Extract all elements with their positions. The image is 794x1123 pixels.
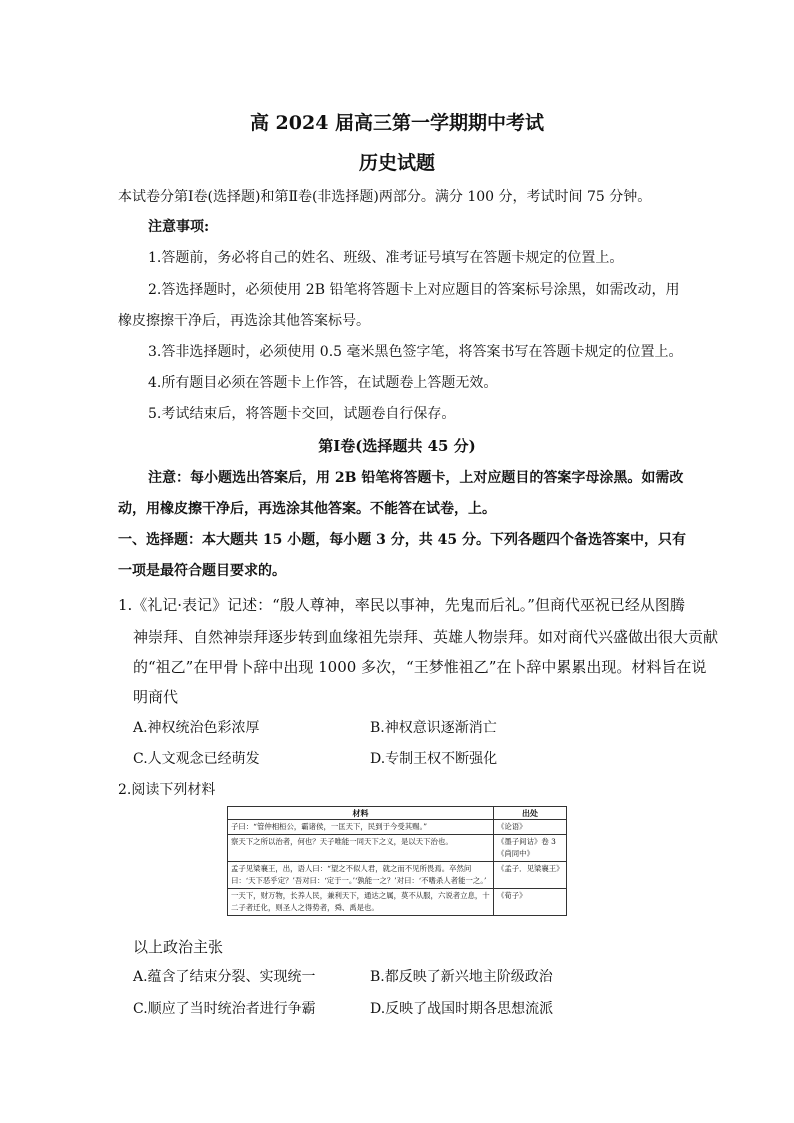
source-cell: 《荀子》	[494, 889, 567, 916]
q2-option-c[interactable]: C.顺应了当时统治者进行争霸	[133, 1001, 316, 1017]
section-heading-line-2: 一项是最符合题目要求的。	[118, 563, 286, 579]
q2-stem: 2.阅读下列材料	[118, 782, 216, 798]
q1-stem-line-2: 神崇拜、自然神崇拜逐步转到血缘祖先崇拜、英雄人物崇拜。如对商代兴盛做出很大贡献	[133, 628, 719, 646]
q1-stem-line-1: 1.《礼记·表记》记述：“殷人尊神，率民以事神，先鬼而后礼。”但商代巫祝已经从图腾	[118, 596, 685, 614]
part1-note-line-2: 动，用橡皮擦干净后，再选涂其他答案。不能答在试卷，上。	[118, 501, 496, 517]
material-cell: 孟子见梁襄王，出，语人曰：“望之不似人君，就之而不见所畏焉。卒然问曰：‘天下恶乎定？’吾对曰：‘定于一。’‘孰能一之？’对曰：‘不嗜杀人者能一之。’	[228, 862, 494, 889]
q1-option-b[interactable]: B.神权意识逐渐消亡	[370, 720, 497, 736]
q2-prompt: 以上政治主张	[133, 938, 224, 956]
q2-option-a[interactable]: A.蕴含了结束分裂、实现统一	[133, 969, 316, 985]
q1-stem-line-3: 的“祖乙”在甲骨卜辞中出现 1000 多次，“王梦惟祖乙”在卜辞中累累出现。材料旨在说	[133, 658, 707, 676]
section-heading-line-1: 一、选择题：本大题共 15 小题，每小题 3 分，共 45 分。下列各题四个备选答案中，只有	[118, 532, 686, 548]
part1-heading: 第Ⅰ卷(选择题共 45 分)	[318, 437, 476, 455]
source-cell: 《墨子间诂》卷 3《尚同中》	[494, 835, 567, 862]
q1-option-d[interactable]: D.专制王权不断强化	[370, 751, 498, 767]
source-cell: 《孟子．见梁襄王》	[494, 862, 567, 889]
q1-stem-line-4: 明商代	[133, 688, 179, 706]
q2-option-d[interactable]: D.反映了战国时期各思想流派	[370, 1001, 554, 1017]
note-item-1: 1.答题前，务必将自己的姓名、班级、准考证号填写在答题卡规定的位置上。	[148, 250, 624, 266]
exam-title: 高 2024 届高三第一学期期中考试	[249, 112, 545, 134]
material-cell: 一天下，财万物，长养人民，兼利天下，通达之属，莫不从服，六说者立息，十二子者迁化，则圣人之得势者，舜、禹是也。	[228, 889, 494, 916]
source-cell: 《论语》	[494, 820, 567, 835]
q1-option-c[interactable]: C.人文观念已经萌发	[133, 751, 260, 767]
intro-text: 本试卷分第Ⅰ卷(选择题)和第Ⅱ卷(非选择题)两部分。满分 100 分，考试时间 75 分钟。	[118, 189, 652, 205]
table-row	[228, 862, 567, 889]
table-row	[228, 889, 567, 916]
notes-heading: 注意事项:	[148, 219, 210, 235]
note-item-2-line-2: 橡皮擦擦干净后，再选涂其他答案标号。	[118, 313, 370, 329]
source-table-header	[228, 807, 567, 820]
header-material: 材料	[228, 807, 494, 820]
subject-title: 历史试题	[358, 152, 435, 174]
q2-option-b[interactable]: B.都反映了新兴地主阶级政治	[370, 969, 553, 985]
table-row	[228, 820, 567, 835]
material-cell: 子曰：“管仲相桓公，霸诸侯，一匡天下，民到于今受其赐。”	[228, 820, 494, 835]
q1-option-a[interactable]: A.神权统治色彩浓厚	[133, 720, 260, 736]
note-item-5: 5.考试结束后，将答题卡交回，试题卷自行保存。	[148, 406, 456, 422]
part1-note-line-1: 注意：每小题选出答案后，用 2B 铅笔将答题卡，上对应题目的答案字母涂黑。如需改	[148, 470, 684, 486]
note-item-4: 4.所有题目必须在答题卡上作答，在试题卷上答题无效。	[148, 375, 498, 391]
note-item-3: 3.答非选择题时，必须使用 0.5 毫米黑色签字笔，将答案书写在答题卡规定的位置上。	[148, 344, 683, 360]
source-table	[227, 806, 567, 916]
note-item-2-line-1: 2.答选择题时，必须使用 2B 铅笔将答题卡上对应题目的答案标号涂黑，如需改动，用	[148, 282, 680, 298]
header-source: 出处	[494, 807, 567, 820]
table-row	[228, 835, 567, 862]
material-cell: 察天下之所以治者，何也？天子唯能一同天下之义，是以天下治也。	[228, 835, 494, 862]
